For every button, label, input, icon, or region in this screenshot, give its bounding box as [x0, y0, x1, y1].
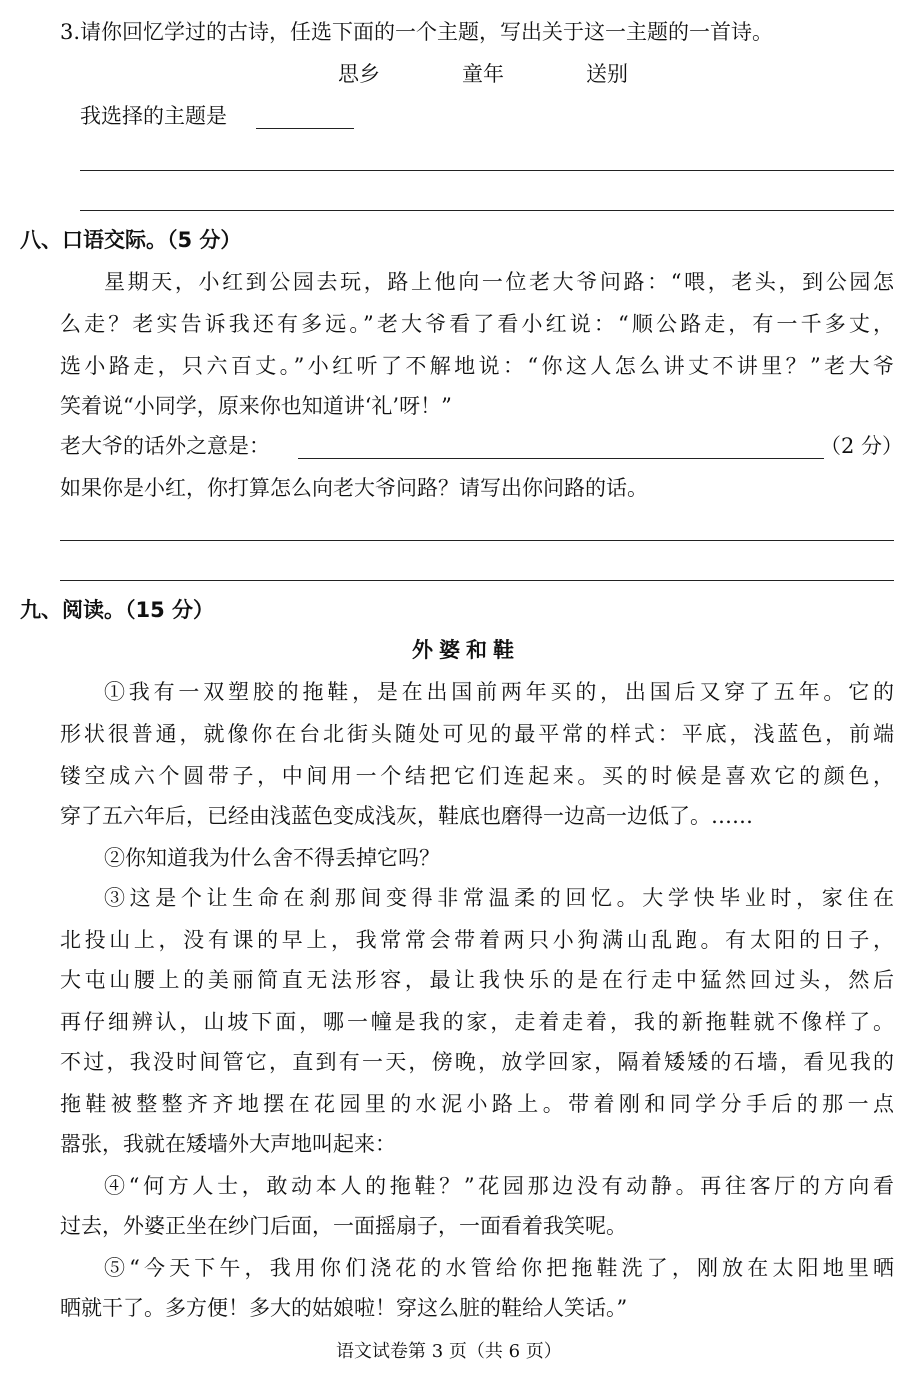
- answer-blank[interactable]: [298, 458, 824, 459]
- reading-line: ③这是个让生命在刹那间变得非常温柔的回忆。大学快毕业时，家住在: [104, 886, 894, 910]
- choice-label: 我选择的主题是: [80, 104, 227, 128]
- passage-line: 笑着说“小同学，原来你也知道讲‘礼’呀！”: [60, 394, 452, 418]
- reading-line: ①我有一双塑胶的拖鞋，是在出国前两年买的，出国后又穿了五年。它的: [104, 680, 894, 704]
- reading-line: ④“何方人士，敢动本人的拖鞋？”花园那边没有动静。再往客厅的方向看: [104, 1174, 894, 1198]
- score-label: （2 分）: [820, 434, 904, 458]
- question-label: 如果你是小红，你打算怎么向老大爷问路？请写出你问路的话。: [60, 476, 648, 500]
- passage-line: 选小路走，只六百丈。”小红听了不解地说：“你这人怎么讲丈不讲里？”老大爷: [60, 354, 894, 378]
- answer-line[interactable]: [60, 540, 894, 541]
- question-label: 老大爷的话外之意是：: [60, 434, 270, 458]
- q3-prompt: 3.请你回忆学过的古诗，任选下面的一个主题，写出关于这一主题的一首诗。: [60, 20, 774, 44]
- reading-line: ⑤“今天下午，我用你们浇花的水管给你把拖鞋洗了，刚放在太阳地里晒: [104, 1256, 894, 1280]
- reading-line: ②你知道我为什么舍不得丢掉它吗？: [104, 846, 440, 870]
- reading-line: 晒就干了。多方便！多大的姑娘啦！穿这么脏的鞋给人笑话。”: [60, 1296, 628, 1320]
- reading-line: 穿了五六年后，已经由浅蓝色变成浅灰，鞋底也磨得一边高一边低了。……: [60, 804, 753, 828]
- reading-line: 再仔细辨认，山坡下面，哪一幢是我的家，走着走着，我的新拖鞋就不像样了。: [60, 1010, 894, 1034]
- reading-line: 不过，我没时间管它，直到有一天，傍晚，放学回家，隔着矮矮的石墙，看见我的: [60, 1050, 894, 1074]
- page-footer: 语文试卷第 3 页（共 6 页）: [336, 1341, 562, 1362]
- section-heading: 九、阅读。（15 分）: [20, 598, 215, 622]
- choice-blank[interactable]: [256, 128, 354, 129]
- reading-title: 外婆和鞋: [412, 638, 520, 662]
- theme-option: 思乡: [338, 62, 380, 86]
- passage-line: 么走？老实告诉我还有多远。”老大爷看了看小红说：“顺公路走，有一千多丈，: [60, 312, 894, 336]
- theme-option: 送别: [586, 62, 628, 86]
- answer-line[interactable]: [60, 580, 894, 581]
- passage-line: 星期天，小红到公园去玩，路上他向一位老大爷问路：“喂，老头，到公园怎: [104, 270, 894, 294]
- reading-line: 嚣张，我就在矮墙外大声地叫起来：: [60, 1132, 396, 1156]
- reading-line: 镂空成六个圆带子，中间用一个结把它们连起来。买的时候是喜欢它的颜色，: [60, 764, 894, 788]
- answer-line[interactable]: [80, 170, 894, 171]
- reading-line: 拖鞋被整整齐齐地摆在花园里的水泥小路上。带着刚和同学分手后的那一点: [60, 1092, 894, 1116]
- section-heading: 八、口语交际。（5 分）: [20, 228, 242, 252]
- reading-line: 过去，外婆正坐在纱门后面，一面摇扇子，一面看着我笑呢。: [60, 1214, 627, 1238]
- reading-line: 北投山上，没有课的早上，我常常会带着两只小狗满山乱跑。有太阳的日子，: [60, 928, 894, 952]
- theme-option: 童年: [462, 62, 504, 86]
- reading-line: 形状很普通，就像你在台北街头随处可见的最平常的样式：平底，浅蓝色，前端: [60, 722, 894, 746]
- answer-line[interactable]: [80, 210, 894, 211]
- reading-line: 大屯山腰上的美丽简直无法形容，最让我快乐的是在行走中猛然回过头，然后: [60, 968, 894, 992]
